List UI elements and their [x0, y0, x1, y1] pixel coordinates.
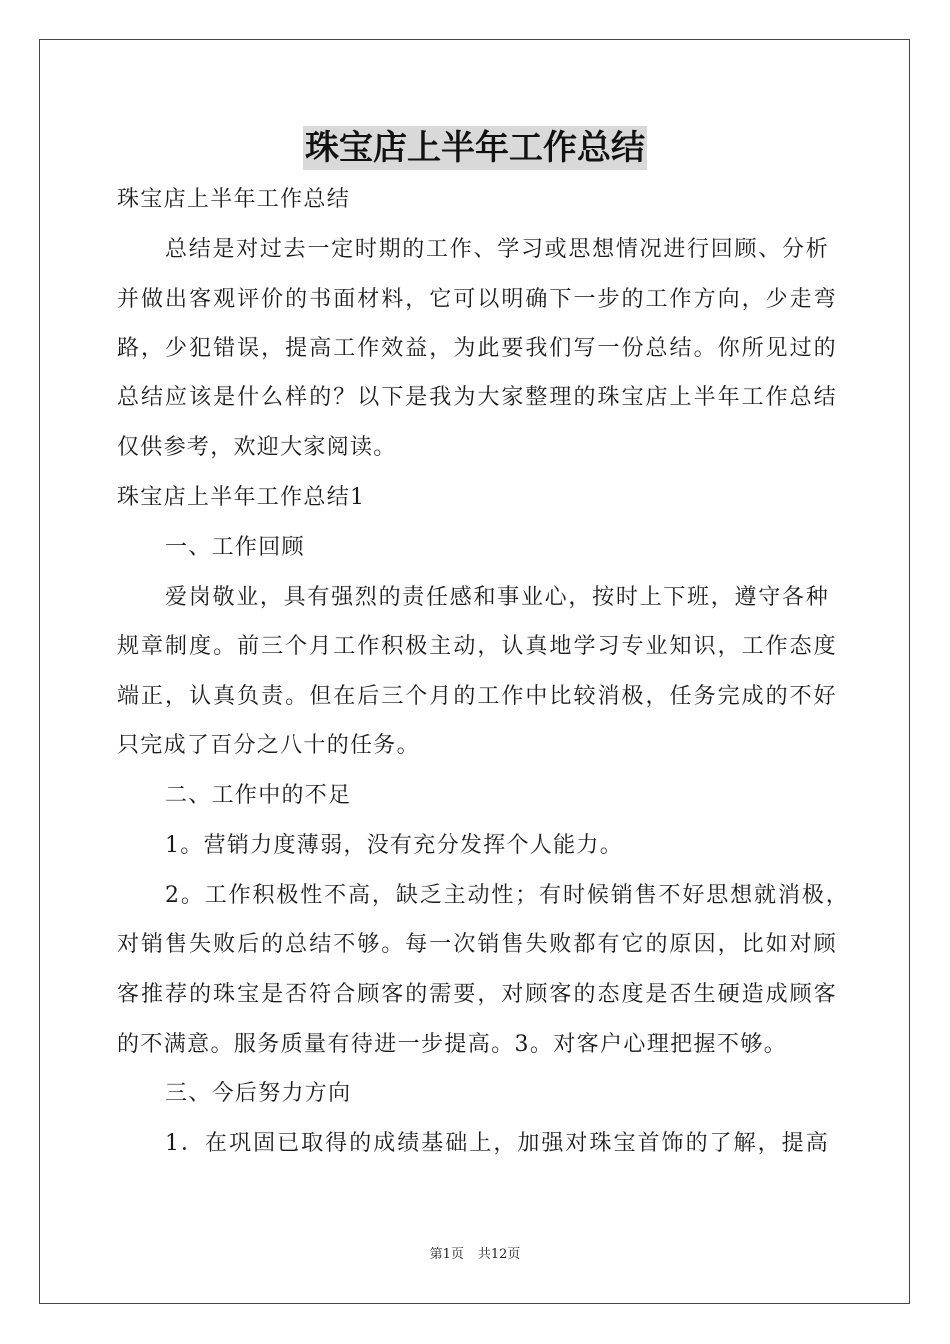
paragraph-line: 对销售失败后的总结不够。每一次销售失败都有它的原因，比如对顾: [117, 932, 837, 957]
paragraph-line: 规章制度。前三个月工作积极主动，认真地学习专业知识，工作态度: [117, 634, 837, 659]
paragraph-line: 端正，认真负责。但在后三个月的工作中比较消极，任务完成的不好: [117, 684, 837, 709]
list-item: 1。营销力度薄弱，没有充分发挥个人能力。: [165, 833, 623, 858]
subtitle-line: 珠宝店上半年工作总结: [117, 187, 351, 212]
subsection-heading: 二、工作中的不足: [165, 783, 352, 808]
page-footer: [0, 1246, 950, 1264]
subsection-heading: 一、工作回顾: [165, 535, 305, 560]
page-number: 第1页: [429, 1247, 464, 1262]
paragraph-line: 总结应该是什么样的？以下是我为大家整理的珠宝店上半年工作总结: [117, 385, 837, 410]
list-item: 2。工作积极性不高，缺乏主动性；有时候销售不好思想就消极，: [165, 883, 849, 908]
paragraph-line: 客推荐的珠宝是否符合顾客的需要，对顾客的态度是否生硬造成顾客: [117, 982, 837, 1007]
title-container: [0, 126, 950, 170]
paragraph-line: 总结是对过去一定时期的工作、学习或思想情况进行回顾、分析: [165, 237, 829, 262]
paragraph-line: 只完成了百分之八十的任务。: [117, 733, 420, 758]
paragraph-line: 爱岗敬业，具有强烈的责任感和事业心，按时上下班，遵守各种: [165, 585, 829, 610]
page-total: 共12页: [477, 1247, 521, 1262]
subsection-heading: 三、今后努力方向: [165, 1081, 352, 1106]
page-border: [39, 39, 910, 1304]
paragraph-line: 仅供参考，欢迎大家阅读。: [117, 435, 397, 460]
section-heading: 珠宝店上半年工作总结1: [117, 485, 366, 510]
paragraph-line: 并做出客观评价的书面材料，它可以明确下一步的工作方向，少走弯: [117, 287, 837, 312]
paragraph-line: 的不满意。服务质量有待进一步提高。3。对客户心理把握不够。: [117, 1032, 787, 1057]
document-title: 珠宝店上半年工作总结: [305, 128, 645, 168]
paragraph-line: 路，少犯错误，提高工作效益，为此要我们写一份总结。你所见过的: [117, 336, 837, 361]
list-item: 1．在巩固已取得的成绩基础上，加强对珠宝首饰的了解，提高: [165, 1131, 829, 1156]
